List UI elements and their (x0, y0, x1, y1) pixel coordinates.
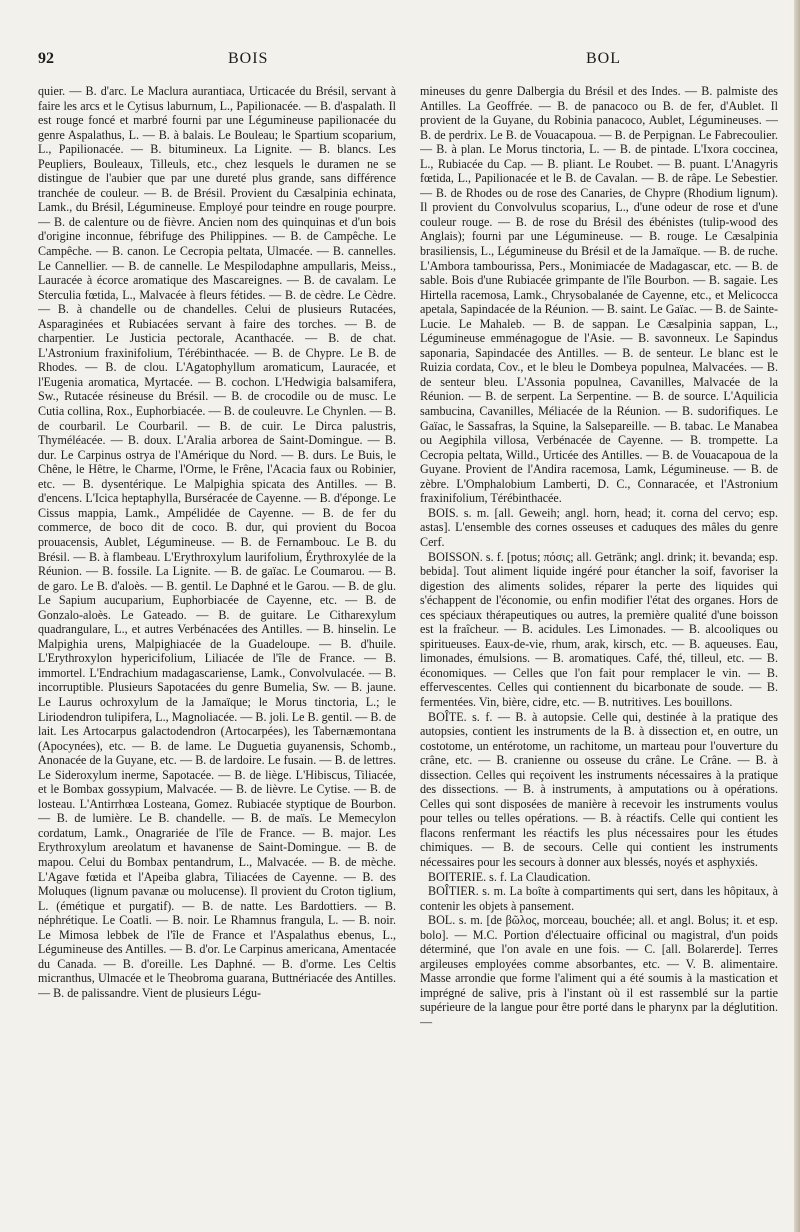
left-column (38, 84, 396, 1214)
running-head-right: BOL (586, 50, 621, 67)
entry-boitier: BOÎTIER. s. m. La boîte à compartiments qui sert, dans les hôpitaux, à contenir les objets à pansement. (420, 884, 778, 913)
entry-boisson: BOISSON. s. f. [potus; πόσις; all. Getränk; angl. drink; it. bevanda; esp. bebida]. Tout aliment liquide ingéré pour étancher la soif, favoriser la digestion des aliments solides, réparer la perte des liquides qui s'échappent de l'économie, ou enfin modifier l'état des organes. Hors de ces spéciaux thérapeutiques ou autres, la première qualité d'une boisson est la fraîcheur. — B. acidules. Les Limonades. — B. alcooliques ou spiritueuses. Eaux-de-vie, rhum, arak, kirsch, etc. — B. aqueuses. Eau, limonades, émulsions. — B. aromatiques. Café, thé, tilleul, etc. — B. économiques. — Celles que l'on fait pour remplacer le vin. — B. effervescentes. Celles qui contiennent du bicarbonate de soude. — B. fermentées. Vin, bière, cidre, etc. — B. nutritives. Les bouillons. (420, 549, 778, 709)
running-head-left: BOIS (228, 50, 269, 67)
page-number: 92 (38, 50, 54, 67)
entry-bol: BOL. s. m. [de βῶλος, morceau, bouchée; all. et angl. Bolus; it. et esp. bolo]. — M.C. Portion d'électuaire officinal ou magistral, d'un poids déterminé, que l'on avale en une fois. — C. [all. Bolarerde]. Terres argileuses employées comme absorbantes, etc. — V. B. alimentaire. Masse arrondie que forme l'aliment qui a été soumis à la mastication et imprégné de salive, pris à l'instant où il est rassemblé sur la partie supérieure de la langue pour être porté dans le pharynx par la déglutition. — (420, 913, 778, 1029)
page-header (38, 50, 780, 74)
text-columns (38, 84, 778, 1214)
left-paragraph: quier. — B. d'arc. Le Maclura aurantiaca, Urticacée du Brésil, servant à faire les arcs et le Cytisus laburnum, L., Papilionacée. — B. d'aspalath. Il est rouge foncé et marbré fourni par une Légumineuse papilionacée du genre Aspalathus, L. — B. à balais. Le Bouleau; le Spartium scoparium, L., Papilionacée. — B. bitumineux. La Lignite. — B. blancs. Les Peupliers, Bouleaux, Tilleuls, etc., chez lesquels le duramen ne se distingue de l'aubier que par une dureté plus grande, sans différence tranchée de couleur. — B. de Brésil. Provient du Cæsalpinia echinata, Lamk., du Brésil, Légumineuse. Employé pour teindre en rouge pourpre. — B. de calenture ou de fièvre. Ancien nom des quinquinas et d'un bois d'origine inconnue, fébrifuge des Philippines. — B. de Campêche. Le Campêche. — B. canon. Le Cecropia peltata, Ulmacée. — B. cannelles. Le Cannellier. — B. de cannelle. Le Mespilodaphne ampullaris, Meiss., Lauracée à écorce aromatique des Mascareignes. — B. de cavalam. Le Sterculia fœtida, L., Malvacée à fleurs fétides. — B. de cèdre. Le Cèdre. — B. à chandelle ou de chandelles. Celui de plusieurs Rutacées, Asparaginées et Rubiacées servant à faire des torches. — B. de charpentier. Le Justicia pectorale, Acanthacée. — B. de chat. L'Astronium fraxinifolium, Térébinthacée. — B. de Chypre. Le B. de Rhodes. — B. de clou. L'Agatophyllum aromaticum, Lauracée, et l'Eugenia aromatica, Myrtacée. — B. cochon. L'Hedwigia balsamifera, Sw., Rutacée résineuse du Brésil. — B. de crocodile ou de musc. Le Cutia collina, Rox., Euphorbiacée. — B. de couleuvre. Le Chynlen. — B. de courbaril. Le Courbaril. — B. de cuir. Le Dirca palustris, Thyméléacée. — B. doux. L'Aralia arborea de Saint-Domingue. — B. dur. Le Carpinus ostrya de l'Amérique du Nord. — B. durs. Le Buis, le Chêne, le Hêtre, le Charme, l'Orme, le Frêne, l'Acacia faux ou Robinier, etc. — B. dysentérique. Le Malpighia spicata des Antilles. — B. d'encens. L'Icica heptaphylla, Burséracée de Cayenne. — B. d'éponge. Le Cissus mappia, Lamk., Ampélidée de Cayenne. — B. de fer du commerce, de boco dit de coco. B. dur, qui provient du Bocoa prouacensis, Aublet, Légumineuse. — B. de Fernambouc. Le B. du Brésil. — B. à flambeau. L'Erythroxylum laurifolium, Érythroxylée de la Réunion. — B. fossile. La Lignite. — B. de gaïac. Le Coumarou. — B. de garo. Le B. d'aloès. — B. gentil. Le Daphné et le Garou. — B. de glu. Le Sapium aucuparium, Euphorbiacée de Cayenne, etc. — B. de Gonzalo-aloès. Le Gateado. — B. de guitare. Le Citharexylum quadrangulare, L., et autres Verbénacées des Antilles. — B. hinselin. Le Malpighia urens, Malpighiacée de la Guadeloupe. — B. d'huile. L'Erythroxylon hypericifolium, Liliacée de l'île de France. — B. immortel. L'Endrachium madagascariense, Lamk., Convolvulacée. — B. incorruptible. Plusieurs Sapotacées du genre Bumelia, Sw. — B. jaune. Le Laurus ochroxylum de la Jamaïque; le Morus tinctoria, L.; le Liriodendron tulipifera, L., Magnoliacée. — B. joli. Le B. gentil. — B. de lait. Les Artocarpus galactodendron (Artocarpées), les Tabernæmontana (Apocynées), etc. — B. de lame. Le Duguetia guyanensis, Schomb., Anonacée de la Guyane, etc. — B. de lardoire. Le fusain. — B. de lettres. Le Sideroxylum inerme, Sapotacée. — B. de liège. L'Hibiscus, Tiliacée, et le Bombax gossypium, Malvacée. — B. de lièvre. Le Cytise. — B. de losteau. L'Antirrhœa Losteana, Gomez. Rubiacée styptique de Bourbon. — B. de lumière. Le B. chandelle. — B. de maïs. Le Memecylon cordatum, Lamk., Onagrariée de l'île de France. — B. major. Les Erythroxylum areolatum et havanense de Saint-Domingue. — B. de mapou. Celui du Bombax pentandrum, L., Malvacée. — B. de mèche. L'Agave fœtida et l'Apeiba glabra, Tiliacées de Cayenne. — B. des Moluques (lignum pavanæ ou molucense). Il provient du Croton tiglium, L. (émétique et purgatif). — B. de natte. Les Bardottiers. — B. néphrétique. Le Coatli. — B. noir. Le Rhamnus frangula, L. — B. noir. Le Mimosa lebbek de l'île de France et l'Aspalathus ebenus, L., Légumineuse des Antilles. — B. d'or. Le Carpinus americana, Amentacée du Canada. — B. d'oreille. Les Daphné. — B. d'orme. Les Celtis micranthus, Ulmacée et le Theobroma guarana, Buttnériacée des Antilles. — B. de palissandre. Vient de plusieurs Légu- (38, 84, 396, 1000)
right-column (420, 84, 778, 1214)
page-edge-shadow (794, 0, 800, 1232)
entry-boite: BOÎTE. s. f. — B. à autopsie. Celle qui, destinée à la pratique des autopsies, contient les instruments de la B. à dissection et, en outre, un costotome, un entérotome, un rachitome, un marteau pour l'ouverture du crâne, etc. — B. cranienne ou osseuse du crâne. Le Crâne. — B. à dissection. Celles qui reçoivent les instruments nécessaires à la pratique des dissections. — B. à instruments, à amputations ou à opérations. Celles qui sont disposées de manière à recevoir les instruments voulus pour telles ou telles opérations. — B. à réactifs. Celle qui contient les flacons renfermant les réactifs les plus nécessaires pour les études chimiques. — B. de secours. Celle qui contient les instruments nécessaires pour les secours à donner aux blessés, noyés et asphyxiés. (420, 709, 778, 869)
right-paragraph: mineuses du genre Dalbergia du Brésil et des Indes. — B. palmiste des Antilles. La Geoffrée. — B. de panacoco ou B. de fer, d'Aublet. Il provient de la Guyane, du Robinia panacoco, Aublet, Légumineuses. — B. de perdrix. Le B. de Vouacapoua. — B. de Perpignan. Le Fabrecoulier. — B. à plan. Le Morus tinctoria, L. — B. de pintade. L'Ixora coccinea, L., Rubiacée du Cap. — B. pliant. Le Roubet. — B. puant. L'Anagyris fœtida, L., Papilionacée et le B. de Cavalan. — B. de râpe. Le Sebestier. — B. de Rhodes ou de rose des Canaries, de Chypre (Rhodium lignum). Il provient du Convolvulus scoparius, L., d'une odeur de rose et d'une couleur rouge. — B. de rose du Brésil des ébénistes (tulip-wood des Anglais); fourni par une Légumineuse. — B. rouge. Le Cæsalpinia brasiliensis, L., Légumineuse du Brésil et de la Jamaïque. — B. de ruche. L'Ambora tambourissa, Pers., Monimiacée de Madagascar, etc. — B. de sable. Bois d'une Rubiacée grimpante de l'île Bourbon. — B. sagaie. Les Hirtella racemosa, Lamk., Chrysobalanée de Cayenne, etc., et Melicocca apetala, Sapindacée de la Réunion. — B. saint. Le Gaïac. — B. de Sainte-Lucie. Le Mahaleb. — B. de sappan. Le Cæsalpinia sappan, L., Légumineuse emménagogue de l'Asie. — B. savonneux. Le Sapindus saponaria, Sapindacée des Antilles. — B. de senteur. Le blanc est le Ruizia cordata, Cov., et le bleu le Dombeya populnea, Malvacées. — B. de senteur bleu. L'Assonia populnea, Cavanilles, Malvacée de la Réunion. — B. de serpent. La Serpentine. — B. de source. L'Aquilicia sambucina, Cavanilles, Méliacée de la Réunion. — B. sudorifiques. Le Gaïac, le Sassafras, la Squine, la Salsepareille. — B. tabac. Le Manabea ou Aegiphila villosa, Verbénacée de Cayenne. — B. trompette. La Cecropia peltata, Willd., Urticée des Antilles. — B. de Vouacapoua de la Guyane. Provient de l'Andira racemosa, Lamk, Légumineuse. — B. de zèbre. L'Omphalobium Lamberti, D. C., Connaracée, et l'Astronium fraxinifolium, Térébinthacée. (420, 84, 778, 506)
entry-bois: BOIS. s. m. [all. Geweih; angl. horn, head; it. corna del cervo; esp. astas]. L'ensemble des cornes osseuses et caduques des mâles du genre Cerf. (420, 505, 778, 549)
entry-boiterie: BOITERIE. s. f. La Claudication. (428, 869, 591, 884)
